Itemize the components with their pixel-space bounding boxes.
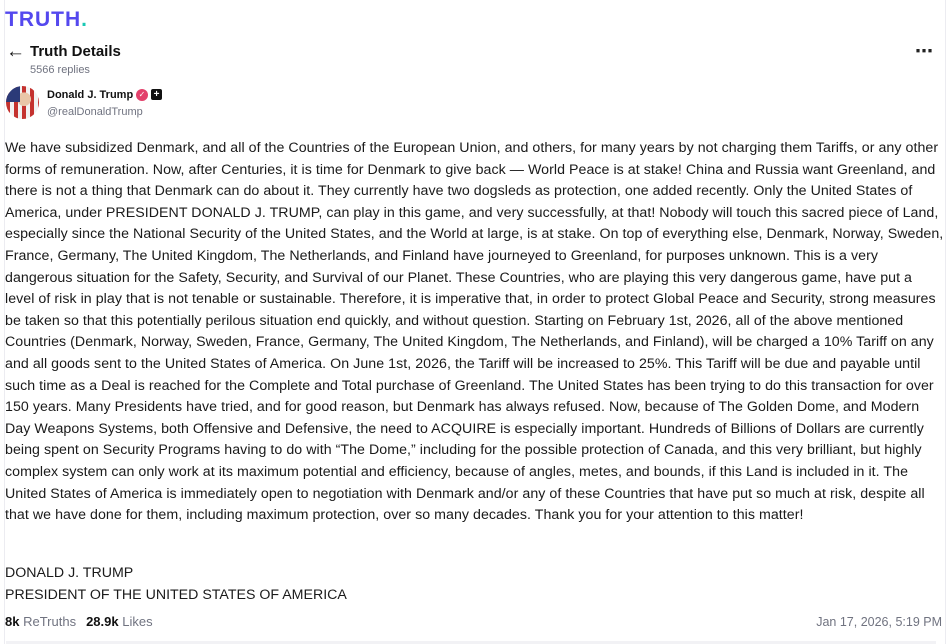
post-body: We have subsidized Denmark, and all of the Countries of the European Union, and others, for many years by not charging them Tariffs, or any other forms of remuneration. Now, after Centuries, it is time for Denmark to give back — World Peace is at stake! China and Russia want Greenland, and there is not a thing that Denmark can do about it. They currently have two dogsleds as protection, one added recently. Only the United States of America, under PRESIDENT DONALD J. TRUMP, can play in this game, and very successfully, at that! Nobody will touch this sacred piece of Land, especially since the National Security of the United States, and the World at large, is at stake. On top of everything else, Denmark, Norway, Sweden, France, Germany, The United Kingdom, The Netherlands, and Finland have journeyed to Greenland, for purposes unknown. This is a very dangerous situation for the Safety, Security, and Survival of our Planet. These Countries, who are playing this very dangerous game, have put a level of risk in play that is not tenable or sustainable. Therefore, it is imperative that, in order to protect Global Peace and Security, strong measures be taken so that this potentially perilous situation end quickly, and without question. Starting on February 1st, 2026, all of the above mentioned Countries (Denmark, Norway, Sweden, France, Germany, The United Kingdom, The Netherlands, and Finland), will be charged a 10% Tariff on any and all goods sent to the United States of America. On June 1st, 2026, the Tariff will be increased to 25%. This Tariff will be due and payable until such time as a Deal is reached for the Complete and Total purchase of Greenland. The United States has been trying to do this transaction for over 150 years. Many Presidents have tried, and for good reason, but Denmark has always refused. Now, because of The Golden Dome, and Modern Day Weapons Systems, both Offensive and Defensive, the need to ACQUIRE is especially important. Hundreds of Billions of Dollars are currently being spent on Security Programs having to do with “The Dome,” including for the possible protection of Canada, and this very brilliant, but highly complex system can only work at its maximum potential and efficiency, because of angles, metes, and bounds, if this Land is included in it. The United States of America is immediately open to negotiation with Denmark and/or any of these Countries that have put so much at risk, despite all that we have done for them, including maximum protection, over so many decades. Thank you for your attention to this matter! — [5, 140, 944, 524]
retruths-count: 8k — [5, 614, 20, 629]
likes-count: 28.9k — [86, 614, 119, 629]
signature-name: DONALD J. TRUMP — [5, 565, 134, 581]
post-timestamp: Jan 17, 2026, 5:19 PM — [816, 615, 942, 629]
author-block[interactable] — [6, 86, 606, 122]
arrow-left-icon[interactable]: ← — [6, 41, 25, 62]
plus-badge-icon: + — [151, 89, 162, 100]
logo-text: TRUTH — [5, 8, 82, 31]
more-horizontal-icon[interactable]: ⋯ — [915, 41, 934, 61]
avatar[interactable] — [6, 86, 39, 119]
author-handle[interactable]: @realDonaldTrump — [47, 106, 143, 118]
verified-badge-icon: ✓ — [136, 89, 148, 101]
retruths-stat[interactable] — [5, 614, 76, 629]
author-name[interactable]: Donald J. Trump — [47, 89, 134, 101]
likes-stat[interactable] — [86, 614, 153, 629]
likes-label: Likes — [122, 614, 153, 629]
signature-title: PRESIDENT OF THE UNITED STATES OF AMERICA — [5, 587, 347, 603]
replies-count: 5566 replies — [30, 64, 90, 76]
logo-dot: . — [81, 8, 88, 31]
page-title: Truth Details — [30, 43, 121, 60]
post-stats — [5, 614, 153, 629]
truth-logo[interactable] — [5, 8, 88, 32]
post-header — [6, 42, 936, 82]
retruths-label: ReTruths — [23, 614, 77, 629]
